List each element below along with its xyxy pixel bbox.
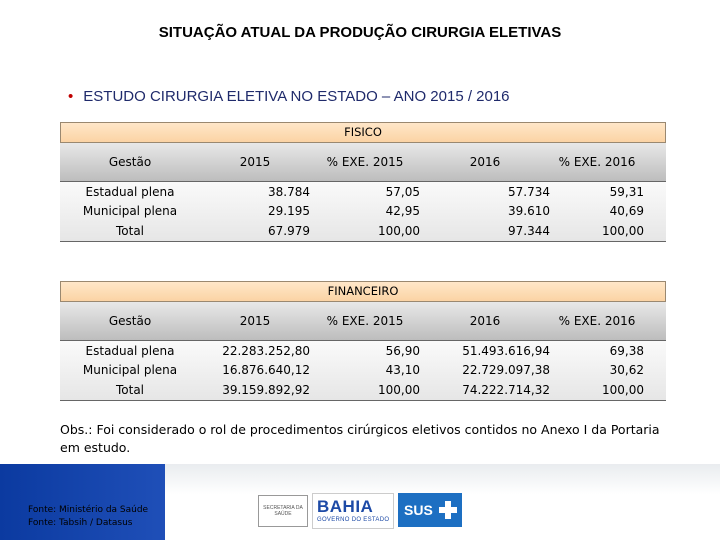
bahia-logo-word: BAHIA — [317, 497, 374, 516]
cell: 42,95 — [385, 204, 420, 219]
table-row — [60, 341, 666, 361]
bullet-icon: • — [68, 88, 74, 105]
header-exe-2016: % EXE. 2016 — [558, 155, 636, 169]
subtitle-text: ESTUDO CIRURGIA ELETIVA NO ESTADO – ANO 2015 / 2016 — [83, 88, 510, 105]
cell: Total — [115, 382, 145, 397]
observation-note: Obs.: Foi considerado o rol de procedimentos cirúrgicos eletivos contidos no Anexo I da Portaria em estudo. — [60, 422, 660, 455]
cell: 100,00 — [378, 382, 420, 397]
table-row — [60, 182, 666, 202]
cell: Total — [115, 223, 145, 238]
cell: 100,00 — [378, 223, 420, 238]
cell: 100,00 — [602, 382, 644, 397]
header-exe-2015: % EXE. 2015 — [326, 155, 404, 169]
source-line-1: Fonte: Ministério da Saúde — [28, 505, 149, 515]
cell: 30,62 — [609, 363, 644, 378]
cross-icon — [438, 500, 458, 520]
source-line-2: Fonte: Tabsih / Datasus — [28, 518, 133, 528]
fisico-table — [60, 122, 666, 242]
footer-blue-panel — [0, 464, 165, 540]
financeiro-header-row — [60, 302, 666, 341]
cell: 100,00 — [602, 223, 644, 238]
cell: 16.876.640,12 — [222, 363, 310, 378]
cell: 38.784 — [268, 184, 310, 199]
cell: 59,31 — [609, 184, 644, 199]
cell: 39.159.892,92 — [222, 382, 310, 397]
cell: 97.344 — [508, 223, 550, 238]
cell: 57,05 — [385, 184, 420, 199]
table-row — [60, 361, 666, 381]
header-2016: 2016 — [469, 155, 501, 169]
cell: Municipal plena — [82, 363, 178, 378]
bahia-logo-sub: GOVERNO DO ESTADO — [317, 517, 390, 523]
header-exe-2015: % EXE. 2015 — [326, 314, 404, 328]
cell: 22.729.097,38 — [462, 363, 550, 378]
cell: Municipal plena — [82, 204, 178, 219]
page-title: SITUAÇÃO ATUAL DA PRODUÇÃO CIRURGIA ELETIVAS — [158, 24, 562, 41]
cell: 56,90 — [385, 343, 420, 358]
sus-logo — [398, 493, 462, 527]
cell: 69,38 — [609, 343, 644, 358]
header-gestao: Gestão — [108, 155, 152, 169]
header-exe-2016: % EXE. 2016 — [558, 314, 636, 328]
cell: 57.734 — [508, 184, 550, 199]
cell: 67.979 — [268, 223, 310, 238]
fisico-body — [60, 182, 666, 242]
subtitle — [68, 88, 510, 105]
secretaria-logo-text: SECRETARIA DA SAÚDE — [263, 505, 303, 517]
financeiro-body — [60, 341, 666, 401]
header-gestao: Gestão — [108, 314, 152, 328]
financeiro-table — [60, 281, 666, 401]
table-row — [60, 221, 666, 241]
header-2015: 2015 — [239, 314, 271, 328]
cell: 22.283.252,80 — [222, 343, 310, 358]
cell: 29.195 — [268, 204, 310, 219]
cell: 43,10 — [385, 363, 420, 378]
cell: 51.493.616,94 — [462, 343, 550, 358]
cell: Estadual plena — [85, 184, 175, 199]
sus-logo-word: SUS — [404, 502, 433, 518]
bahia-logo — [312, 493, 394, 529]
header-2015: 2015 — [239, 155, 271, 169]
fisico-header-row — [60, 143, 666, 182]
header-2016: 2016 — [469, 314, 501, 328]
cell: 74.222.714,32 — [462, 382, 550, 397]
financeiro-band: FINANCEIRO — [60, 281, 666, 302]
cell: 39.610 — [508, 204, 550, 219]
table-row — [60, 380, 666, 400]
fisico-band: FISICO — [60, 122, 666, 143]
secretaria-logo — [258, 495, 308, 527]
table-row — [60, 202, 666, 222]
cell: 40,69 — [609, 204, 644, 219]
cell: Estadual plena — [85, 343, 175, 358]
